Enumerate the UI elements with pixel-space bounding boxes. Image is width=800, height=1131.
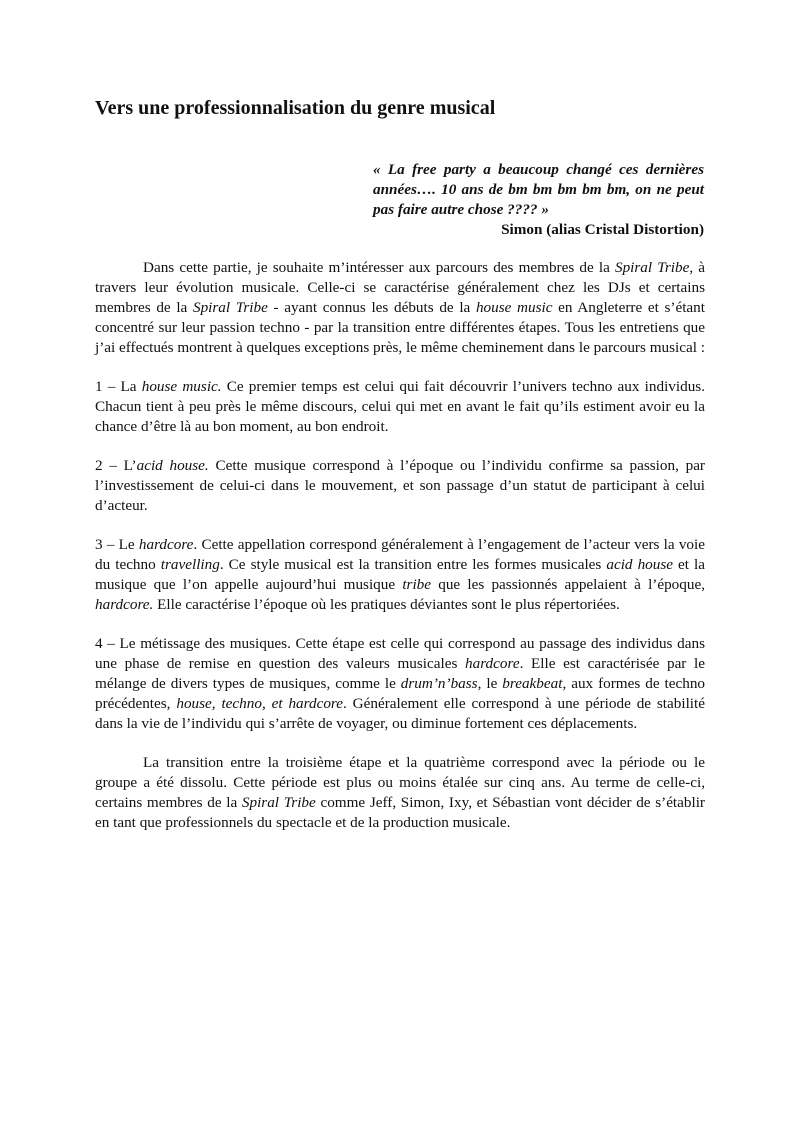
step-4-text-5: . Généralement elle correspond à une période de stabilité dans la vie de l’individu qui s’arrête de voyager, ou diminue fortement ces déplacements. [95, 695, 705, 732]
step-4-text-4: , aux formes de techno précédentes, [95, 675, 706, 712]
intro-text-3: - ayant connus les débuts de la [267, 299, 476, 316]
step-3-text-5: que les passionnés appelaient à l’époque, [431, 576, 705, 593]
step-2-italic-1: acid house. [136, 457, 209, 474]
intro-text-1: Dans cette partie, je souhaite m’intéresser aux parcours des membres de la [143, 259, 615, 276]
step-4-text-3: , le [477, 675, 503, 692]
step-4-italic-2: drum’n’bass [400, 675, 478, 692]
conclusion-italic-1: Spiral Tribe [241, 794, 316, 811]
step-3-text-4: et la musique que l’on appelle aujourd’hui musique [95, 556, 706, 593]
intro-italic-3: house music [475, 299, 553, 316]
step-1-text-1: 1 – La [95, 378, 142, 395]
step-2-text-1: 2 – L’ [95, 457, 137, 474]
intro-text-2: , à travers leur évolution musicale. Celle-ci se caractérise généralement chez les DJs et certains membres de la [95, 259, 705, 316]
step-3-italic-1: hardcore [138, 536, 194, 553]
step-4-text-2: . Elle est caractérisée par le mélange de divers types de musiques, comme le [95, 655, 705, 692]
conclusion-text-2: comme Jeff, Simon, Ixy, et Sébastian vont décider de s’établir en tant que professionnels du spectacle et de la production musicale. [95, 794, 705, 831]
step-4-paragraph [95, 634, 705, 734]
step-1-paragraph [95, 377, 705, 437]
epigraph-attribution: Simon (alias Cristal Distortion) [501, 221, 704, 238]
intro-paragraph [95, 258, 705, 358]
step-3-italic-4: tribe [402, 576, 432, 593]
intro-italic-2: Spiral Tribe [192, 299, 268, 316]
step-3-paragraph [95, 535, 705, 615]
step-3-text-1: 3 – Le [95, 536, 139, 553]
step-3-text-3: . Ce style musical est la transition entre les formes musicales [219, 556, 607, 573]
intro-italic-1: Spiral Tribe [614, 259, 690, 276]
step-4-italic-4: house, techno, et hardcore [176, 695, 343, 712]
step-3-text-2: . Cette appellation correspond généralement à l’engagement de l’acteur vers la voie du techno [95, 536, 705, 573]
epigraph-quote [373, 160, 704, 220]
section-title: Vers une professionnalisation du genre musical [95, 97, 496, 119]
step-1-text-2: Ce premier temps est celui qui fait découvrir l’univers techno aux individus. Chacun tient à peu près le même discours, celui qui met en avant le fait qu’ils estiment avoir eu la chance d’être là au bon moment, au bon endroit. [95, 378, 705, 435]
step-3-italic-2: travelling [160, 556, 220, 573]
step-3-italic-3: acid house [606, 556, 673, 573]
epigraph-quote-text: « La free party a beaucoup changé ces dernières années…. 10 ans de bm bm bm bm bm, on ne peut pas faire autre chose ???? » [373, 161, 704, 218]
body-text [95, 258, 705, 852]
step-1-italic-1: house music. [141, 378, 222, 395]
intro-text-4: en Angleterre et s’étant concentré sur leur passion techno - par la transition entre différentes étapes. Tous les entretiens que j’ai effectués montrent à quelques exceptions près, le même cheminement dans le parcours musical : [95, 299, 705, 356]
step-3-text-6: Elle caractérise l’époque où les pratiques déviantes sont le plus répertoriées. [153, 596, 620, 613]
step-3-italic-5: hardcore. [95, 596, 154, 613]
step-2-text-2: Cette musique correspond à l’époque ou l’individu confirme sa passion, par l’investissement de celui-ci dans le mouvement, et son passage d’un statut de participant à celui d’acteur. [95, 457, 705, 514]
conclusion-paragraph [95, 753, 705, 833]
conclusion-text-1: La transition entre la troisième étape et la quatrième correspond avec la période ou le groupe a été dissolu. Cette période est plus ou moins étalée sur cinq ans. Au terme de celle-ci, certains membres de la [95, 754, 705, 811]
step-4-italic-1: hardcore [465, 655, 520, 672]
step-4-italic-3: breakbeat [502, 675, 563, 692]
step-2-paragraph [95, 456, 705, 516]
step-4-text-1: 4 – Le métissage des musiques. Cette étape est celle qui correspond au passage des individus dans une phase de remise en question des valeurs musicales [95, 635, 705, 672]
